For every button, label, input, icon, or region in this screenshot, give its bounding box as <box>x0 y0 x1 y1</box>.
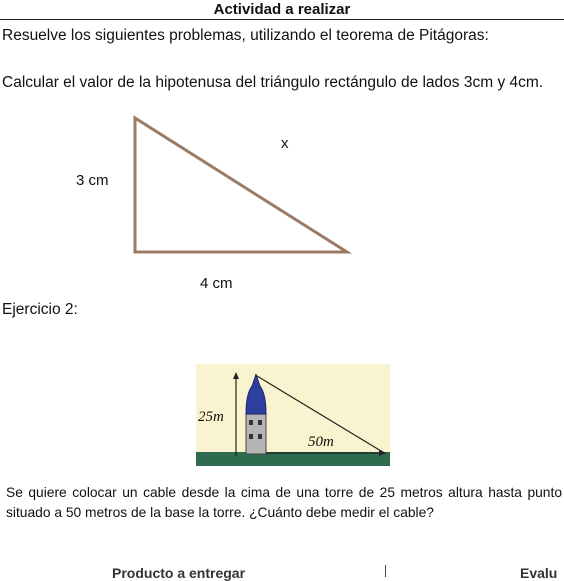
ground-strip <box>196 452 390 466</box>
exercise-2-text: Se quiere colocar un cable desde la cima de una torre de 25 metros altura hasta punto situado a 50 metros de la base la torre. ¿Cuánto debe medir el cable? <box>6 485 562 520</box>
tower-window-2 <box>258 420 262 425</box>
exercise-2-heading: Ejercicio 2: <box>2 301 78 318</box>
sky-background <box>196 364 390 466</box>
label-hypotenuse: x <box>281 135 289 152</box>
tower-window-1 <box>249 420 253 425</box>
label-tower-height: 25m <box>198 409 224 425</box>
right-triangle-figure <box>0 110 564 300</box>
footer-label-product: Producto a entregar <box>112 565 246 581</box>
intro-text: Resuelve los siguientes problemas, utilizando el teorema de Pitágoras: <box>2 27 489 44</box>
title-underline <box>0 19 564 20</box>
tower-window-3 <box>249 434 253 439</box>
footer-divider <box>385 565 386 577</box>
right-triangle <box>135 118 347 252</box>
page-title: Actividad a realizar <box>213 1 351 18</box>
label-horizontal-side: 4 cm <box>200 275 233 292</box>
tower-cable-figure <box>196 364 390 466</box>
tower-window-4 <box>258 434 262 439</box>
label-distance: 50m <box>308 434 334 450</box>
label-vertical-side: 3 cm <box>76 172 109 189</box>
problem-1-text: Calcular el valor de la hipotenusa del triángulo rectángulo de lados 3cm y 4cm. <box>2 74 544 91</box>
footer-label-evaluation: Evalu <box>520 565 558 581</box>
